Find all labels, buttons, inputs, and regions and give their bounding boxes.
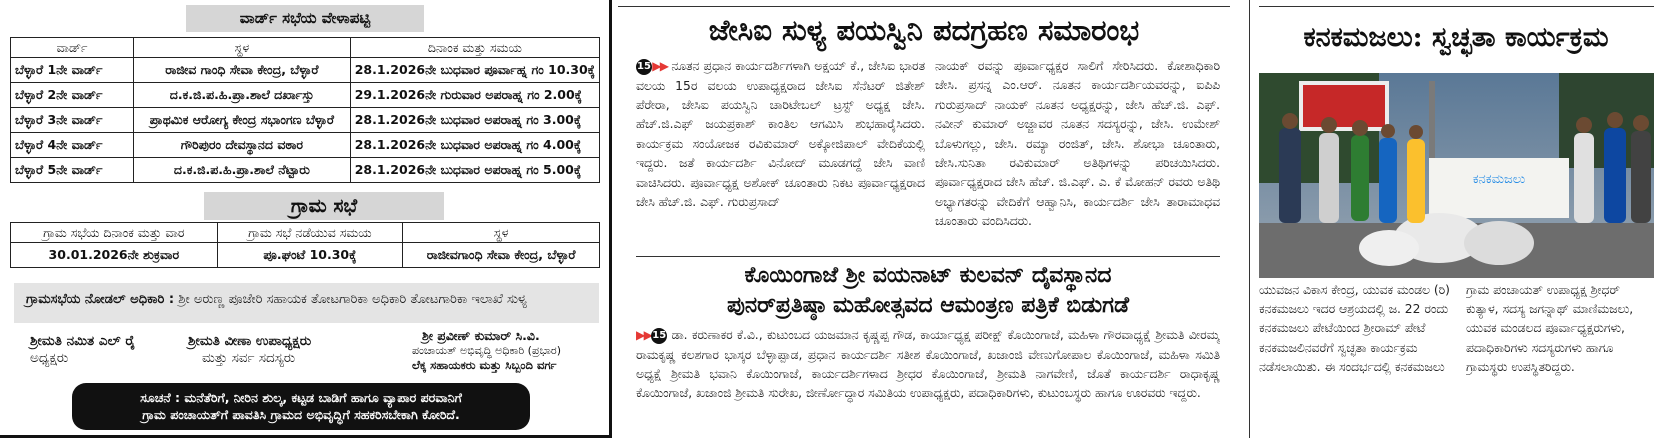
table-row: [11, 133, 600, 158]
signatory-name: ಶ್ರೀಮತಿ ನಮಿತ ಎಲ್ ರೈ: [30, 333, 136, 349]
table-row: [11, 158, 600, 183]
table-row: [11, 243, 600, 268]
ward-cell: ಬೆಳ್ಳಾರೆ 5ನೇ ವಾರ್ಡ್: [11, 158, 134, 183]
article-jci-col1: [636, 57, 925, 254]
column-header: ಸ್ಥಳ: [403, 223, 600, 243]
ward-schedule-title: ವಾರ್ಡ್ ಸಭೆಯ ವೇಳಾಪಟ್ಟಿ: [186, 5, 424, 32]
signatory-role: ಪಂಚಾಯತ್ ಅಭಿವೃದ್ಧಿ ಅಧಿಕಾರಿ (ಪ್ರಭಾರ): [412, 344, 562, 357]
column-header: ವಾರ್ಡ್: [11, 38, 134, 58]
arrow-icon: ▶▶: [652, 59, 668, 73]
column-rule: [1259, 6, 1654, 7]
datetime-cell: 28.1.2026ನೇ ಬುಧವಾರ ಪೂರ್ವಾಹ್ನ ಗಂ 10.30ಕ್ಕೆ: [350, 58, 599, 83]
article-text: ನಾಯಕ್ ರವನ್ನು ಪೂರ್ವಾಧ್ಯಕ್ಷರ ಸಾಲಿಗೆ ಸೇರಿಸಿದರು. ಕೋಶಾಧಿಕಾರಿ ಜೇಸಿ. ಪ್ರಸನ್ನ ಎಂ.ಆರ್. ನೂತನ ಕಾರ್ಯದರ್ಶಿಯವರನ್ನು, ಐಪಿಪಿ ಗುರುಪ್ರಸಾದ್ ನಾಯಕ್ ನೂತನ ಅಧ್ಯಕ್ಷರನ್ನು, ಜೇಸಿ ಹೆಚ್.ಜಿ. ಎಫ್. ನವೀನ್ ಕುಮಾರ್ ಅಜ್ಜಾವರ ನೂತನ ಸದಸ್ಯರನ್ನು, ಜೇಸಿ. ಉಮೇಶ್ ಬೊಳುಗಲ್ಲು, ಜೇಸಿ. ರಮ್ಯಾ ರಂಜಿತ್, ಜೇಸಿ. ಶೋಭಾ ಚೂಂತಾರು, ಜೇಸಿ.ಸುನಿತಾ ರವಿಕುಮಾರ್ ಅತಿಥಿಗಳನ್ನು ಪರಿಚಯಿಸಿದರು. ಪೂರ್ವಾಧ್ಯಕ್ಷರಾದ ಜೇಸಿ ಹೆಚ್. ಜಿ.ಎಫ್. ಎ. ಕೆ ಮೋಹನ್ ರವರು ಅತಿಥಿ ಅಭ್ಯಾಗತರನ್ನು ವೇದಿಕೆಗೆ ಆಹ್ವಾನಿಸಿ, ಕಾರ್ಯದರ್ಶಿ ಜೇಸಿ ತಾರಾಮಾಧವ ಚೂಂತಾರು ವಂದಿಸಿದರು.: [935, 59, 1220, 229]
datetime-cell: 29.1.2026ನೇ ಗುರುವಾರ ಅಪರಾಹ್ನ ಗಂ 2.00ಕ್ಕೆ: [350, 83, 599, 108]
headline-koyingaje: [636, 260, 1220, 320]
column-header: ಸ್ಥಳ: [134, 38, 351, 58]
article-koyingaje: [636, 326, 1220, 432]
signatory-vice-president: [188, 333, 311, 367]
banner-text: ಕನಕಮಜಲು: [1472, 172, 1526, 187]
signatory-pdo: [412, 328, 561, 373]
nodal-officer-box: [14, 283, 599, 323]
table-header-row: [11, 38, 600, 58]
notice-line: ಸೂಚನೆ : ಮನೆತೆರಿಗೆ, ನೀರಿನ ಶುಲ್ಕ, ಕಟ್ಟಡ ಬಾಡಿಗೆ ಹಾಗೂ ವ್ಯಾಪಾರ ಪರವಾನಿಗೆ: [140, 390, 462, 405]
article-kanakamajalu-col2: [1466, 281, 1654, 432]
headline-line: ಪುನರ್‌ಪ್ರತಿಷ್ಠಾ ಮಹೋತ್ಸವದ ಆಮಂತ್ರಣ ಪತ್ರಿಕೆ ಬಿಡುಗಡೆ: [727, 292, 1129, 318]
column-header: ಗ್ರಾಮ ಸಭೆ ನಡೆಯುವ ಸಮಯ: [217, 223, 403, 243]
table-row: [11, 108, 600, 133]
datetime-cell: 28.1.2026ನೇ ಬುಧವಾರ ಅಪರಾಹ್ನ ಗಂ 5.00ಕ್ಕೆ: [350, 158, 599, 183]
nodal-officer-label: ಗ್ರಾಮಸಭೆಯ ನೋಡಲ್ ಅಧಿಕಾರಿ :: [26, 292, 175, 307]
date-cell: 30.01.2026ನೇ ಶುಕ್ರವಾರ: [11, 243, 218, 268]
page-badge: 15: [636, 59, 652, 75]
group-photo-image: [1259, 73, 1654, 278]
article-text: ಯುವಜನ ವಿಕಾಸ ಕೇಂದ್ರ, ಯುವಕ ಮಂಡಲ (ರಿ) ಕನಕಮಜಲು ಇದರ ಆಶ್ರಯದಲ್ಲಿ ಜ. 22 ರಂದು ಕನಕಮಜಲು ಪೇಟೆಯಿಂದ ಶ್ರೀರಾಮ್ ಪೇಟೆ ಕನಕಮಜಲಿನವರೆಗೆ ಸ್ವಚ್ಛತಾ ಕಾರ್ಯಕ್ರಮ ನಡೆಸಲಾಯಿತು. ಈ ಸಂದರ್ಭದಲ್ಲಿ ಕನಕಮಜಲು: [1259, 283, 1450, 374]
signatory-president: [30, 333, 135, 367]
ward-cell: ಬೆಳ್ಳಾರೆ 1ನೇ ವಾರ್ಡ್: [11, 58, 134, 83]
headline-jci: ಜೇಸಿಐ ಸುಳ್ಯ ಪಯಸ್ವಿನಿ ಪದಗ್ರಹಣ ಸಮಾರಂಭ: [708, 13, 1140, 47]
article-kanakamajalu-col1: [1259, 281, 1452, 432]
gram-sabha-title: ಗ್ರಾಮ ಸಭೆ: [204, 192, 444, 220]
article-text: ನೂತನ ಪ್ರಧಾನ ಕಾರ್ಯದರ್ಶಿಗಳಾಗಿ ಅಕ್ಷಯ್ ಕೆ., ಜೇಸಿಐ ಭಾರತ ವಲಯ 15ರ ವಲಯ ಉಪಾಧ್ಯಕ್ಷರಾದ ಜೇಸಿಐ ಸೆನೆಟರ್ ಜಿತೇಶ್ ಪೆರೇರಾ, ಜೇಸಿಐ ಪಯಸ್ವಿನಿ ಚಾರಿಟೇಬಲ್ ಟ್ರಸ್ಟ್ ಅಧ್ಯಕ್ಷ ಜೇಸಿ. ಹೆಚ್.ಜಿ.ಎಫ್ ಜಯಪ್ರಕಾಶ್ ಕಾಂತಿಲ ಆಗಮಿಸಿ ಶುಭಹಾರೈಸಿದರು. ಕಾರ್ಯಕ್ರಮ ಸಂಯೋಜಕ ರವಿಕುಮಾರ್ ಅಕ್ಕೋಜಿಪಾಲ್ ವೇದಿಕೆಯಲ್ಲಿ ಇದ್ದರು. ಜತೆ ಕಾರ್ಯದರ್ಶಿ ವಿನೋದ್ ಮೂಡಗದ್ದೆ ಜೇಸಿ ವಾಣಿ ವಾಚಿಸಿದರು. ಪೂರ್ವಾಧ್ಯಕ್ಷ ಅಶೋಕ್ ಚೂಂತಾರು ನಿಕಟ ಪೂರ್ವಾಧ್ಯಕ್ಷರಾದ ಜೇಸಿ ಹೆಚ್.ಜಿ. ಎಫ್. ಗುರುಪ್ರಸಾದ್: [636, 59, 925, 210]
page-badge: 15: [651, 328, 667, 344]
table-row: [11, 58, 600, 83]
signatory-name: ಶ್ರೀಮತಿ ವೀಣಾ ಉಪಾಧ್ಯಕ್ಷರು: [188, 333, 312, 349]
headline-line: ಕೊಯಿಂಗಾಜೆ ಶ್ರೀ ವಯನಾಟ್ ಕುಲವನ್ ದೈವಸ್ಥಾನದ: [744, 262, 1112, 288]
column-header: ದಿನಾಂಕ ಮತ್ತು ಸಮಯ: [350, 38, 599, 58]
venue-cell: ರಾಜೀವಗಾಂಧಿ ಸೇವಾ ಕೇಂದ್ರ, ಬೆಳ್ಳಾರೆ: [403, 243, 600, 268]
ward-schedule-table: [10, 37, 600, 183]
article-jci-col2: [935, 57, 1220, 254]
headline-kanakamajalu: ಕನಕಮಜಲು: ಸ್ವಚ್ಛತಾ ಕಾರ್ಯಕ್ರಮ: [1303, 22, 1609, 53]
ward-cell: ಬೆಳ್ಳಾರೆ 3ನೇ ವಾರ್ಡ್: [11, 108, 134, 133]
column-header: ಗ್ರಾಮ ಸಭೆಯ ದಿನಾಂಕ ಮತ್ತು ವಾರ: [11, 223, 218, 243]
venue-cell: ಪ್ರಾಥಮಿಕ ಆರೋಗ್ಯ ಕೇಂದ್ರ ಸಭಾಂಗಣ ಬೆಳ್ಳಾರೆ: [134, 108, 351, 133]
arrow-icon: ▶▶: [636, 328, 652, 342]
datetime-cell: 28.1.2026ನೇ ಬುಧವಾರ ಅಪರಾಹ್ನ ಗಂ 3.00ಕ್ಕೆ: [350, 108, 599, 133]
cleanup-photo: [1259, 73, 1654, 278]
column-rule: [618, 6, 1230, 7]
notice-banner: [72, 383, 530, 430]
ward-cell: ಬೆಳ್ಳಾರೆ 4ನೇ ವಾರ್ಡ್: [11, 133, 134, 158]
signatory-role: ಮತ್ತು ಸರ್ವ ಸದಸ್ಯರು: [202, 350, 296, 366]
datetime-cell: 28.1.2026ನೇ ಬುಧವಾರ ಅಪರಾಹ್ನ ಗಂ 4.00ಕ್ಕೆ: [350, 133, 599, 158]
section-divider: [636, 256, 1220, 257]
article-text: ಡಾ. ಕರುಣಾಕರ ಕೆ.ವಿ., ಕುಟುಂಬದ ಯಜಮಾನ ಕೃಷ್ಣಪ್ಪ ಗೌಡ, ಕಾರ್ಯಾಧ್ಯಕ್ಷ ಪರೀಕ್ಷ್ ಕೊಯಿಂಗಾಜೆ, ಮಹಿಳಾ ಗೌರವಾಧ್ಯಕ್ಷೆ ಶ್ರೀಮತಿ ವೀರಮ್ಮ ರಾಮಕೃಷ್ಣ ಕಲಶಗಾರ ಭಾಸ್ಕರ ಬೆಳ್ಳಾಪ್ಪಾಡ, ಪ್ರಧಾನ ಕಾರ್ಯದರ್ಶಿ ಸತೀಶ ಕೊಯಿಂಗಾಜೆ, ಖಜಾಂಜಿ ವೇಣುಗೋಪಾಲ ಕೊಯಿಂಗಾಜೆ, ಮಹಿಳಾ ಸಮಿತಿ ಅಧ್ಯಕ್ಷೆ ಶ್ರೀಮತಿ ಭವಾನಿ ಕೊಯಿಂಗಾಜೆ, ಕಾರ್ಯದರ್ಶಿಗಳಾದ ಶ್ರೀಧರ ಕೊಯಿಂಗಾಜೆ, ಶ್ರೀಮತಿ ನಾಗವೇಣಿ, ಜೊತೆ ಕಾರ್ಯದರ್ಶಿ ರಾಧಾಕೃಷ್ಣ ಕೊಯಿಂಗಾಜೆ, ಖಜಾಂಜಿ ಶ್ರೀಮತಿ ಸುರೇಖ, ಜೀರ್ಣೋದ್ಧಾರ ಸಮಿತಿಯ ಉಪಾಧ್ಯಕ್ಷರು, ಪದಾಧಿಕಾರಿಗಳು, ಕುಟುಂಬಸ್ಥರು ಹಾಗೂ ಊರವರು ಇದ್ದರು.: [636, 328, 1220, 401]
venue-cell: ದ.ಕ.ಜಿ.ಪ.ಹಿ.ಪ್ರಾ.ಶಾಲೆ ನೆಟ್ಟಾರು: [134, 158, 351, 183]
gram-sabha-table: [10, 222, 600, 268]
time-cell: ಪೂ.ಘಂಟೆ 10.30ಕ್ಕೆ: [217, 243, 403, 268]
signatory-role: ಅಧ್ಯಕ್ಷರು: [30, 350, 69, 366]
article-text: ಗ್ರಾಮ ಪಂಚಾಯತ್ ಉಪಾಧ್ಯಕ್ಷ ಶ್ರೀಧರ್ ಕುತ್ಯಾಳ, ಸದಸ್ಯ ಜಗನ್ನಾಥ್ ಮಾಣಿಮಜಲು, ಯುವಕ ಮಂಡಲದ ಪೂರ್ವಾಧ್ಯಕ್ಷರುಗಳು, ಪದಾಧಿಕಾರಿಗಳು ಸದಸ್ಯರುಗಳು ಹಾಗೂ ಗ್ರಾಮಸ್ಥರು ಉಪಸ್ಥಿತರಿದ್ದರು.: [1466, 283, 1634, 374]
notice-line: ಗ್ರಾಮ ಪಂಚಾಯತ್‌ಗೆ ಪಾವತಿಸಿ ಗ್ರಾಮದ ಅಭಿವೃದ್ಧಿಗೆ ಸಹಕರಿಸಬೇಕಾಗಿ ಕೋರಿದೆ.: [142, 407, 460, 422]
table-header-row: [11, 223, 600, 243]
ward-cell: ಬೆಳ್ಳಾರೆ 2ನೇ ವಾರ್ಡ್: [11, 83, 134, 108]
venue-cell: ರಾಜೀವ ಗಾಂಧಿ ಸೇವಾ ಕೇಂದ್ರ, ಬೆಳ್ಳಾರೆ: [134, 58, 351, 83]
signatory-name: ಶ್ರೀ ಪ್ರವೀಣ್ ಕುಮಾರ್ ಸಿ.ವಿ.: [422, 328, 540, 343]
nodal-officer-value: ಶ್ರೀ ಅರುಣ್ಣ ಪೂಜೇರಿ ಸಹಾಯಕ ತೋಟಗಾರಿಕಾ ಅಧಿಕಾರಿ ತೋಟಗಾರಿಕಾ ಇಲಾಖೆ ಸುಳ್ಯ: [178, 292, 527, 307]
venue-cell: ದ.ಕ.ಜಿ.ಪ.ಹಿ.ಪ್ರಾ.ಶಾಲೆ ದರ್ಖಾಸ್ತು: [134, 83, 351, 108]
signatory-role: ಲೆಕ್ಕ ಸಹಾಯಕರು ಮತ್ತು ಸಿಬ್ಬಂದಿ ವರ್ಗ: [412, 358, 557, 372]
venue-cell: ಗೌರಿಪುರಂ ದೇವಸ್ಥಾನದ ವಠಾರ: [134, 133, 351, 158]
table-row: [11, 83, 600, 108]
